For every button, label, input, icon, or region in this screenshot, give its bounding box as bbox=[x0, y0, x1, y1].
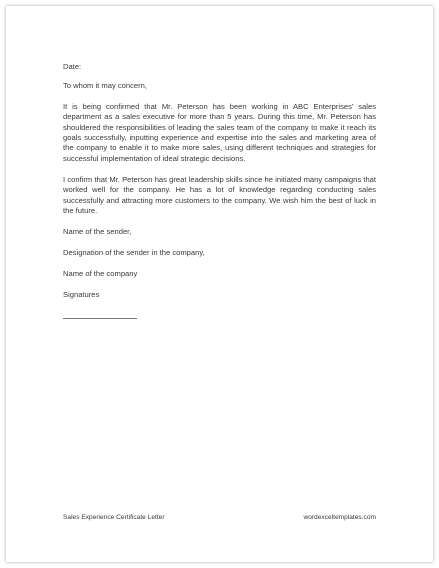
page-footer bbox=[63, 513, 376, 522]
signature-line bbox=[63, 308, 137, 319]
sender-designation: Designation of the sender in the company, bbox=[63, 247, 205, 257]
paragraph-experience: It is being confirmed that Mr. Peterson has been working in ABC Enterprises' sales department as a sales executive for more than 5 years. During this time, Mr. Peterson has shouldered the responsibilities of leading the sales team of the company to make it reach its goals successfully, inputting experience and expertise into the sales and marketing area of the company to enable it to make more sales, using different techniques and strategies for successful implementation of ideal strategic decisions. bbox=[63, 101, 376, 163]
footer-website: wordexceltemplates.com bbox=[303, 514, 376, 521]
paragraph-skills: I confirm that Mr. Peterson has great leadership skills since he initiated many campaigns that worked well for the company. He has a lot of knowledge regarding conducting sales successfully and attracting more customers to the company. We wish him the best of luck in the future. bbox=[63, 174, 376, 215]
sender-name: Name of the sender, bbox=[63, 226, 132, 236]
company-name: Name of the company bbox=[63, 268, 138, 278]
signatures-label: Signatures bbox=[63, 289, 100, 299]
letter-body bbox=[63, 62, 376, 319]
footer-title: Sales Experience Certificate Letter bbox=[63, 514, 165, 521]
salutation: To whom it may concern, bbox=[63, 80, 147, 90]
date-label: Date: bbox=[63, 62, 82, 71]
